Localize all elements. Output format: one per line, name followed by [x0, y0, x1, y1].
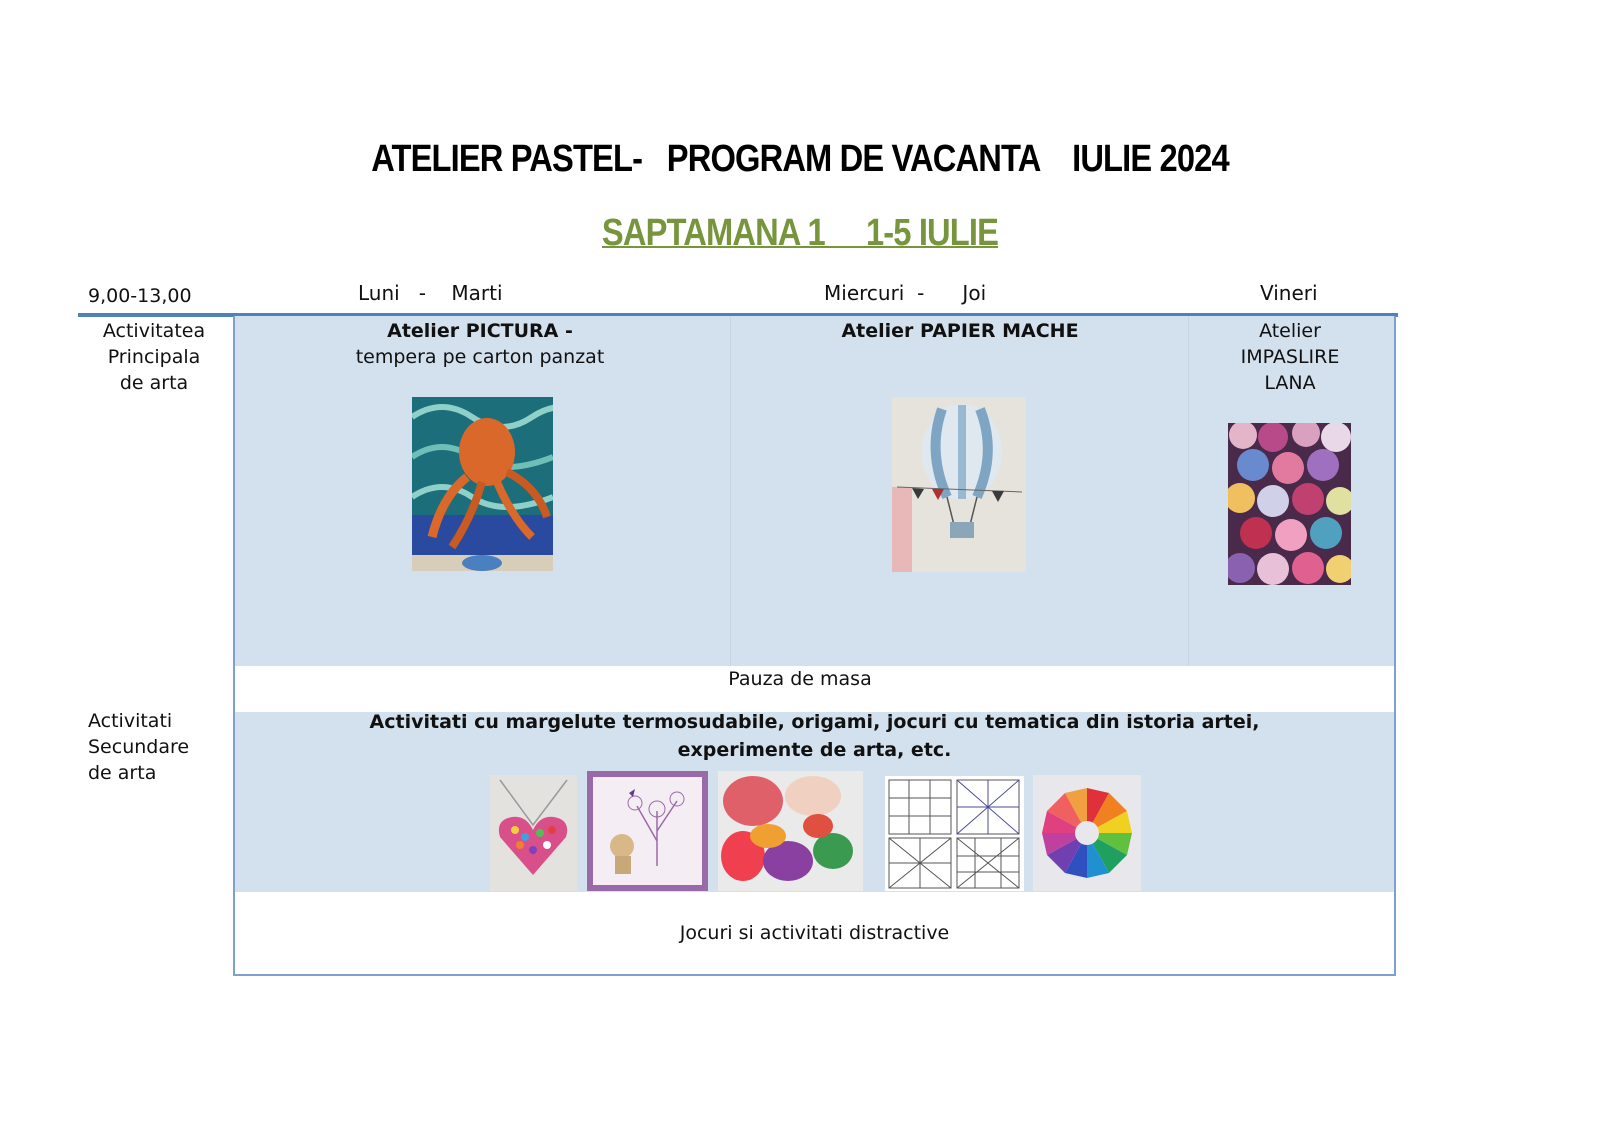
origami-patterns-image: [885, 776, 1024, 891]
secondary-activity-label: Activitati Secundare de arta: [88, 710, 190, 784]
time-slot: 9,00-13,00: [88, 285, 192, 307]
lunch-break: Pauza de masa: [728, 668, 872, 690]
day-header-fri: Vineri: [1260, 281, 1318, 305]
octopus-painting-image: [412, 397, 553, 571]
page-title: ATELIER PASTEL- PROGRAM DE VACANTA IULIE 2024: [371, 138, 1229, 180]
workshop-papier-mache: Atelier PAPIER MACHE: [841, 320, 1079, 342]
origami-star-image: [1033, 775, 1141, 891]
secondary-activities-text: Activitati cu margelute termosudabile, origami, jocuri cu tematica din istoria artei, experimente de arta, etc.: [369, 711, 1260, 761]
papier-mache-balloon-image: [892, 397, 1026, 572]
workshop-painting: Atelier PICTURA - tempera pe carton panzat: [355, 320, 605, 368]
day-header-wed-thu: Miercuri - Joi: [824, 281, 987, 305]
color-experiment-image: [718, 771, 863, 891]
day-header-mon-tue: Luni - Marti: [358, 281, 503, 305]
workshop-felting: Atelier IMPASLIRE LANA: [1240, 320, 1340, 394]
games-activities: Jocuri si activitati distractive: [679, 922, 950, 944]
week-subtitle: SAPTAMANA 1 1-5 IULIE: [601, 212, 999, 254]
felted-wool-balls-image: [1228, 423, 1351, 585]
main-activity-label: Activitatea Principala de arta: [102, 320, 206, 394]
card-craft-image: [587, 771, 708, 891]
bead-heart-image: [490, 775, 577, 891]
